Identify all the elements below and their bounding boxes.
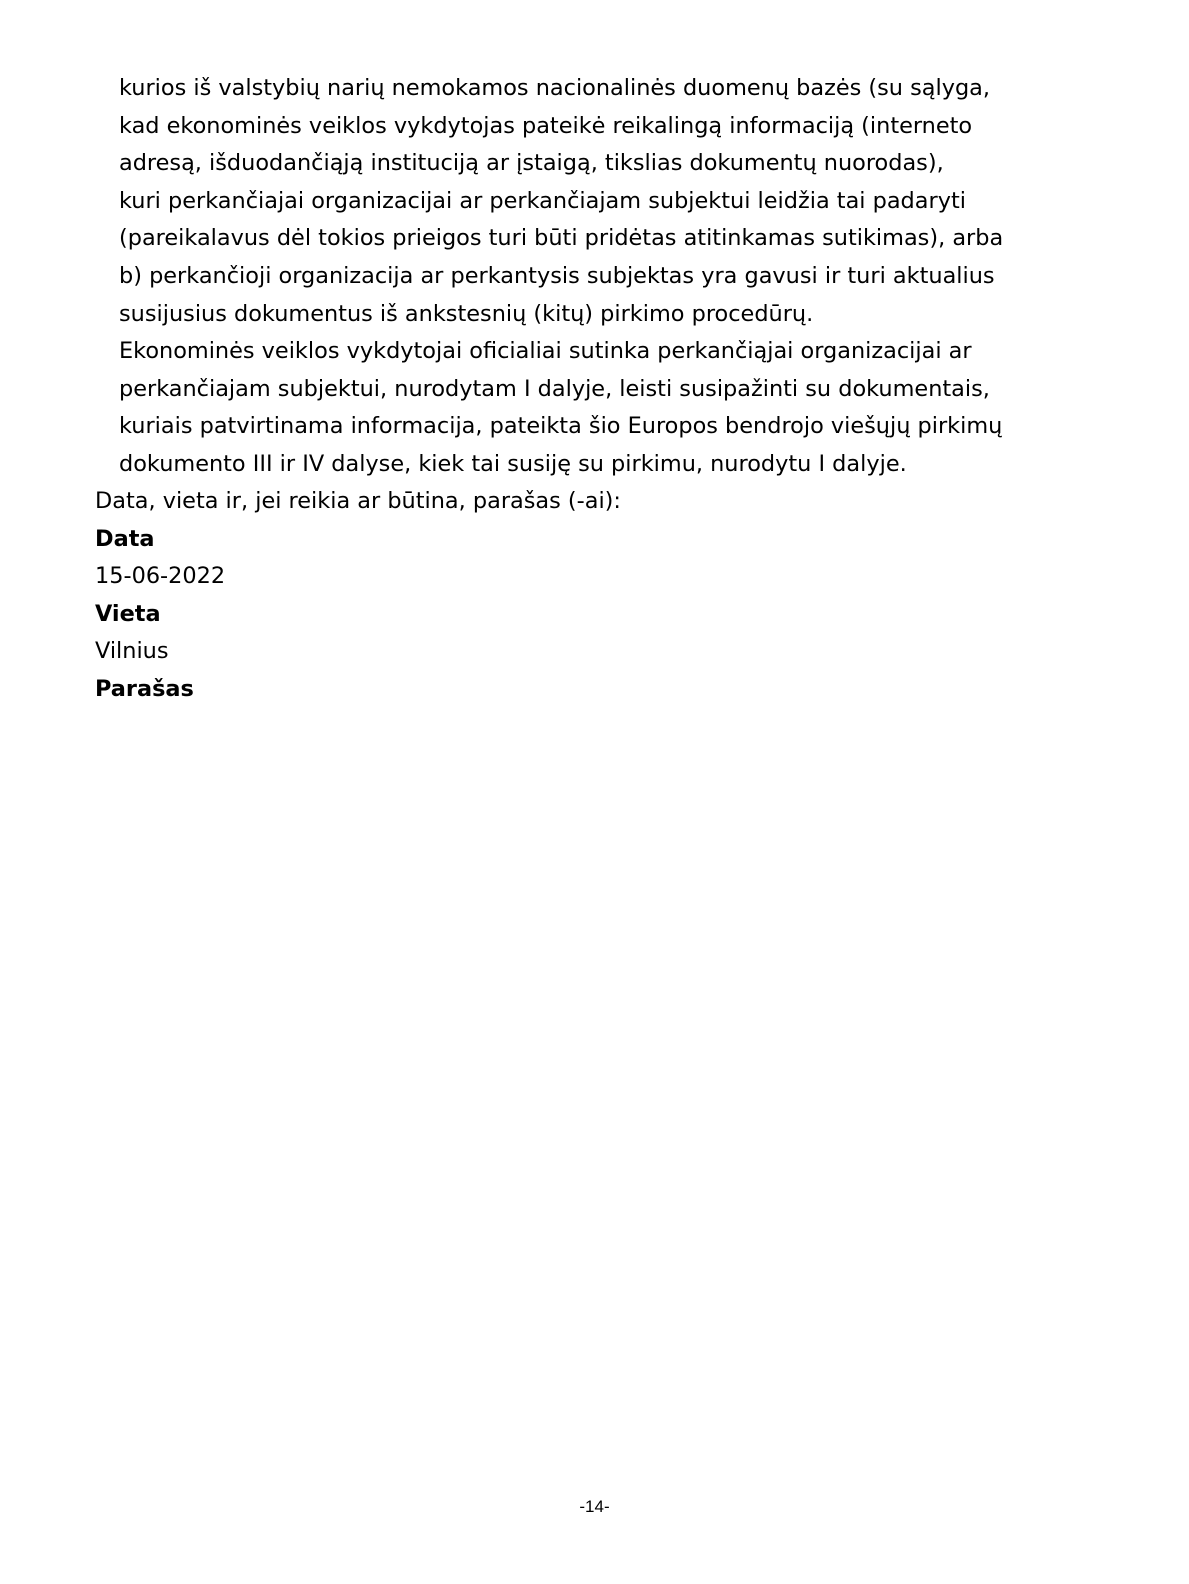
paragraph-line: perkančiajam subjektui, nurodytam I dalyje, leisti susipažinti su dokumentais, xyxy=(119,375,990,402)
date-value: 15-06-2022 xyxy=(95,563,226,590)
place-value: Vilnius xyxy=(95,638,169,665)
signature-intro: Data, vieta ir, jei reikia ar būtina, parašas (-ai): xyxy=(95,488,621,514)
consent-paragraph xyxy=(119,70,1079,484)
paragraph-line: adresą, išduodančiąją instituciją ar įstaigą, tikslias dokumentų nuorodas), xyxy=(119,150,944,177)
paragraph-line: Ekonominės veiklos vykdytojai oficialiai sutinka perkančiąjai organizacijai ar xyxy=(119,338,972,365)
place-label: Vieta xyxy=(95,600,161,627)
paragraph-line: dokumento III ir IV dalyse, kiek tai susiję su pirkimu, nurodytu I dalyje. xyxy=(119,450,907,477)
paragraph-line: kurios iš valstybių narių nemokamos nacionalinės duomenų bazės (su sąlyga, xyxy=(119,75,991,101)
signature-label: Parašas xyxy=(95,675,194,702)
paragraph-line: kuriais patvirtinama informacija, pateikta šio Europos bendrojo viešųjų pirkimų xyxy=(119,413,1003,440)
paragraph-line: kad ekonominės veiklos vykdytojas pateikė reikalingą informaciją (interneto xyxy=(119,112,973,139)
date-label: Data xyxy=(95,525,155,552)
signature-section xyxy=(95,483,1095,709)
paragraph-line: b) perkančioji organizacija ar perkantysis subjektas yra gavusi ir turi aktualius xyxy=(119,262,995,289)
paragraph-line: kuri perkančiajai organizacijai ar perkančiajam subjektui leidžia tai padaryti xyxy=(119,187,966,214)
paragraph-line: susijusius dokumentus iš ankstesnių (kitų) pirkimo procedūrų. xyxy=(119,300,814,327)
paragraph-line: (pareikalavus dėl tokios prieigos turi būti pridėtas atitinkamas sutikimas), arba xyxy=(119,225,1004,252)
page-number: -14- xyxy=(579,1497,610,1516)
